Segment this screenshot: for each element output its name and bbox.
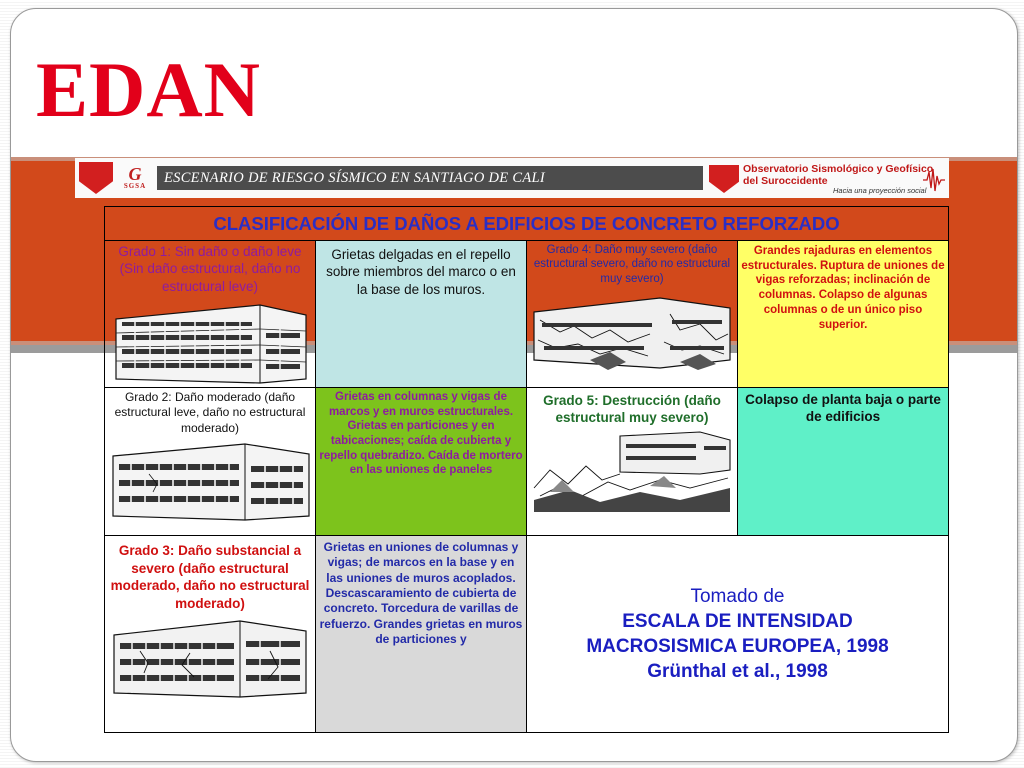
scenario-banner: ESCENARIO DE RIESGO SÍSMICO EN SANTIAGO DE CALI xyxy=(157,166,703,190)
grade5-label: Grado 5: Destrucción (daño estructural muy severo) xyxy=(543,392,721,426)
grade3-description-cell xyxy=(316,535,527,732)
building-grade1-image xyxy=(110,299,310,385)
damage-classification-table xyxy=(104,206,949,733)
building-grade2-image xyxy=(109,440,311,522)
source-line3: MACROSISMICA EUROPEA, 1998 xyxy=(586,635,889,657)
source-line4: Grünthal et al., 1998 xyxy=(647,660,828,682)
grade5-description-cell xyxy=(738,387,949,535)
source-citation-cell xyxy=(527,535,949,732)
grade5-description: Colapso de planta baja o parte de edificios xyxy=(745,391,941,425)
observatory-name: Observatorio Sismológico y Geofísico del Suroccidente xyxy=(743,163,934,187)
univalle-logo xyxy=(79,162,113,194)
grade1-description: Grietas delgadas en el repello sobre miembros del marco o en la base de los muros. xyxy=(326,247,516,297)
grade1-cell xyxy=(105,241,316,388)
grade4-description: Grandes rajaduras en elementos estructurales. Ruptura de uniones de vigas reforzadas; inclinación de columnas. Colapso de algunas columnas o de un único piso superior. xyxy=(741,245,945,331)
grade1-label: Grado 1: Sin daño o daño leve (Sin daño estructural, daño no estructural leve) xyxy=(118,244,302,294)
building-grade4-image xyxy=(530,290,735,372)
slide xyxy=(10,8,1018,762)
header-banner-image xyxy=(75,158,949,198)
grade2-label: Grado 2: Daño moderado (daño estructural leve, daño no estructural moderado) xyxy=(114,389,306,435)
grade2-cell xyxy=(105,387,316,535)
grade3-cell xyxy=(105,535,316,732)
grade3-label: Grado 3: Daño substancial a severo (daño estructural moderado, daño no estructural moderado) xyxy=(110,542,310,612)
grade2-description-cell xyxy=(316,387,527,535)
source-line1: Tomado de xyxy=(690,585,785,607)
sgsa-logo: G SGSA xyxy=(123,164,147,190)
grade4-description-cell xyxy=(738,241,949,388)
grade4-label: Grado 4: Daño muy severo (daño estructural severo, daño no estructural muy severo) xyxy=(533,244,731,285)
grade5-cell xyxy=(527,387,738,535)
source-line2: ESCALA DE INTENSIDAD xyxy=(622,610,853,632)
seismograph-icon xyxy=(923,166,945,194)
observatory-tagline: Hacia una proyección social xyxy=(833,186,927,195)
univalle-logo-right xyxy=(709,165,739,193)
table-heading: CLASIFICACIÓN DE DAÑOS A EDIFICIOS DE CONCRETO REFORZADO xyxy=(105,207,949,241)
building-grade3-image xyxy=(110,617,310,701)
grade2-description: Grietas en columnas y vigas de marcos y en muros estructurales. Grietas en particiones y en tabicaciones; caída de cubierta y repello quebradizo. Caída de mortero en las uniones de paneles xyxy=(319,390,523,477)
building-grade5-image xyxy=(530,430,735,514)
grade3-description: Grietas en uniones de columnas y vigas; de marcos en la base y en las uniones de muros acoplados. Descascaramiento de cubierta de concreto. Torcedura de varillas de refuerzo. Grandes grietas en muros de particiones y xyxy=(319,539,523,646)
grade4-cell xyxy=(527,241,738,388)
grade1-description-cell xyxy=(316,241,527,388)
slide-title: EDAN xyxy=(36,46,262,133)
